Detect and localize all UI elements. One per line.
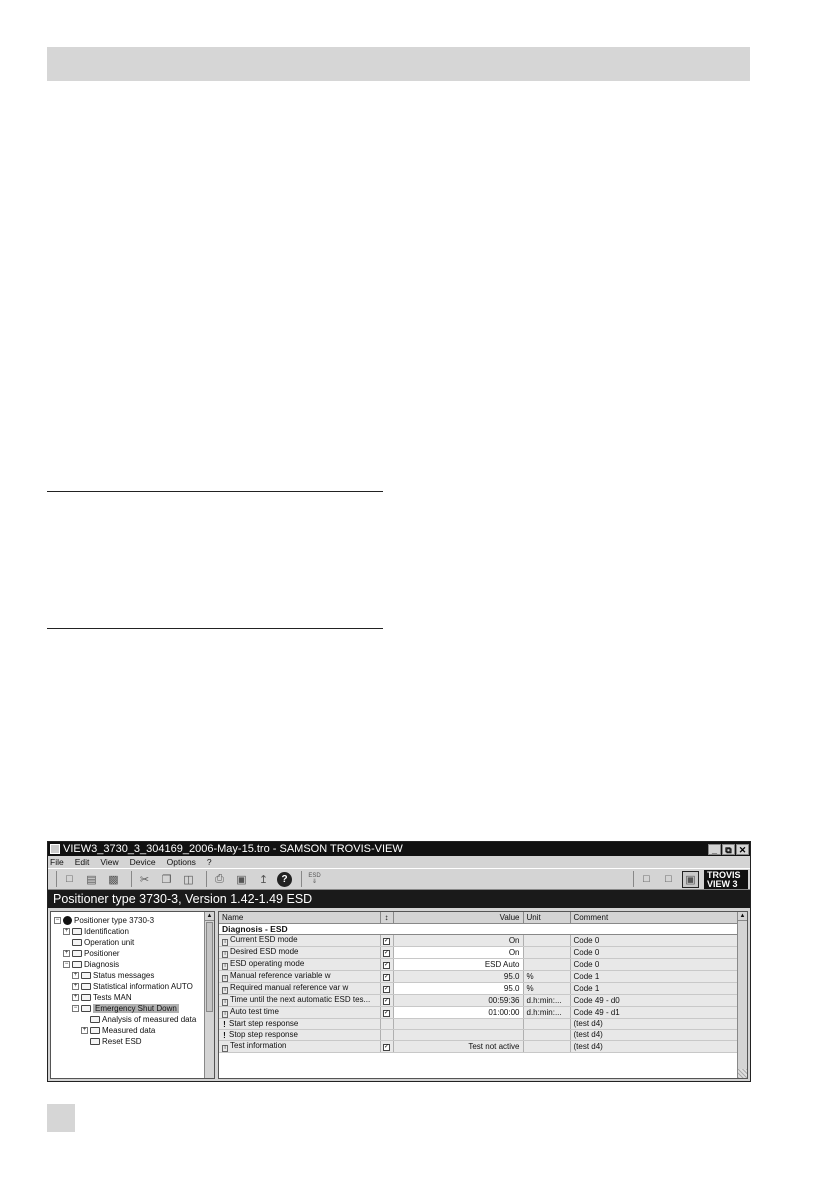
- tree-node-label: Measured data: [102, 1025, 156, 1035]
- tree-connector: [63, 939, 70, 946]
- table-row[interactable]: [219, 1018, 741, 1029]
- row-value[interactable]: ESD Auto: [393, 958, 523, 970]
- row-checkbox[interactable]: ✓: [384, 974, 390, 980]
- action-icon: !: [223, 1019, 226, 1029]
- column-header-comment[interactable]: Comment: [570, 912, 741, 923]
- tree-node-label: Positioner type 3730-3: [74, 915, 155, 925]
- trovis-view-logo: [704, 870, 748, 889]
- esd-label: ESD: [308, 873, 321, 879]
- row-check-cell: [380, 958, 393, 970]
- tree-node[interactable]: [81, 1014, 196, 1024]
- tree-node-label: Identification: [84, 926, 129, 936]
- row-check-cell: [380, 1018, 393, 1029]
- row-name-cell: [219, 1040, 380, 1052]
- cut-icon[interactable]: ✂: [139, 873, 150, 886]
- row-name: Current ESD mode: [230, 934, 298, 944]
- divider-bottom: [47, 628, 383, 629]
- tree-node[interactable]: [72, 970, 154, 980]
- table-row[interactable]: [219, 958, 741, 970]
- toolbar-separator: [131, 871, 132, 887]
- menu-options[interactable]: Options: [166, 857, 196, 867]
- row-name: Start step response: [229, 1018, 299, 1028]
- row-checkbox[interactable]: ✓: [384, 998, 390, 1004]
- tree-node[interactable]: [72, 1003, 179, 1013]
- toolbar-separator: [56, 871, 57, 887]
- tree-expander-icon[interactable]: −: [64, 960, 69, 967]
- row-unit: d.h:min:...: [523, 994, 570, 1006]
- tree-expander-icon[interactable]: +: [73, 982, 78, 989]
- menu-file[interactable]: File: [50, 857, 64, 867]
- scroll-up-arrow-icon[interactable]: ▲: [206, 913, 213, 919]
- row-value[interactable]: 01:00:00: [393, 1006, 523, 1018]
- row-comment: Code 1: [570, 982, 741, 994]
- tree-node[interactable]: [63, 948, 120, 958]
- row-name: Required manual reference var w: [230, 982, 349, 992]
- tree-node-label: Statistical information AUTO: [93, 981, 193, 991]
- row-comment: Code 0: [570, 934, 741, 946]
- row-value: [393, 1018, 523, 1029]
- folder-icon: [72, 928, 82, 935]
- parameter-icon: i: [222, 1011, 228, 1018]
- row-value: 95.0: [393, 970, 523, 982]
- app-window: [47, 841, 751, 1082]
- row-name: Stop step response: [229, 1029, 298, 1039]
- tree-expander-icon[interactable]: −: [55, 916, 60, 923]
- tree-expander-icon[interactable]: −: [73, 1004, 78, 1011]
- logo-line2: VIEW 3: [707, 878, 738, 889]
- column-header-value[interactable]: Value: [393, 912, 523, 923]
- row-check-cell: [380, 994, 393, 1006]
- table-row[interactable]: [219, 1029, 741, 1040]
- row-name: Auto test time: [230, 1006, 279, 1016]
- parameter-icon: i: [222, 999, 228, 1006]
- row-unit: [523, 1018, 570, 1029]
- row-unit: %: [523, 970, 570, 982]
- row-unit: [523, 1040, 570, 1052]
- tree-node-label: Analysis of measured data: [102, 1014, 197, 1024]
- row-checkbox[interactable]: ✓: [384, 1044, 390, 1050]
- tree-node-label: Reset ESD: [102, 1036, 142, 1046]
- menu-edit[interactable]: Edit: [74, 857, 90, 867]
- toolbar-separator: [633, 871, 634, 887]
- row-check-cell: [380, 1029, 393, 1040]
- action-icon: !: [223, 1030, 226, 1040]
- row-unit: [523, 1029, 570, 1040]
- copy-icon[interactable]: ❐: [161, 873, 172, 886]
- folder-icon: [72, 939, 82, 946]
- row-comment: Code 49 - d1: [570, 1006, 741, 1018]
- esd-icon[interactable]: ESD ⇓: [308, 873, 321, 885]
- row-name-cell: [219, 970, 380, 982]
- row-unit: %: [523, 982, 570, 994]
- table-row[interactable]: [219, 994, 741, 1006]
- toolbar-separator: [301, 871, 302, 887]
- folder-icon: [90, 1038, 100, 1045]
- row-checkbox[interactable]: ✓: [384, 1010, 390, 1016]
- parameter-icon: i: [222, 963, 228, 970]
- row-name: Test information: [230, 1040, 287, 1050]
- minimize-button[interactable]: _: [708, 844, 721, 855]
- row-unit: [523, 958, 570, 970]
- globe-icon: [63, 916, 72, 925]
- menu-bar: [48, 856, 750, 868]
- parameter-icon: i: [222, 975, 228, 982]
- row-name: Time until the next automatic ESD tes...: [230, 994, 371, 1004]
- tree-node[interactable]: [63, 959, 119, 969]
- tree-expander-icon[interactable]: +: [73, 971, 78, 978]
- folder-open-icon: [72, 961, 82, 968]
- table-row[interactable]: [219, 1040, 741, 1052]
- row-name: Desired ESD mode: [230, 946, 299, 956]
- scroll-thumb[interactable]: [206, 922, 213, 1012]
- row-name-cell: [219, 934, 380, 946]
- row-check-cell: [380, 934, 393, 946]
- column-header-sort[interactable]: ↕: [380, 912, 393, 923]
- row-name-cell: [219, 994, 380, 1006]
- tree-expander-icon[interactable]: +: [64, 949, 69, 956]
- print-icon[interactable]: ⎙: [215, 872, 224, 885]
- menu-view[interactable]: View: [100, 857, 119, 867]
- row-checkbox[interactable]: ✓: [384, 962, 390, 968]
- row-name: Manual reference variable w: [230, 970, 331, 980]
- row-value[interactable]: 95.0: [393, 982, 523, 994]
- section-title: Diagnosis - ESD: [219, 923, 741, 934]
- help-icon[interactable]: ?: [277, 872, 292, 887]
- row-comment: (test d4): [570, 1029, 741, 1040]
- tree-node-label: Operation unit: [84, 937, 135, 947]
- window-title: VIEW3_3730_3_304169_2006-May-15.tro - SAMSON TROVIS-VIEW: [63, 843, 403, 855]
- folder-icon: [72, 950, 82, 957]
- row-unit: [523, 934, 570, 946]
- divider-top: [47, 491, 383, 492]
- open-folder-icon[interactable]: ▤: [86, 873, 97, 886]
- menu-device[interactable]: Device: [129, 857, 156, 867]
- parameter-grid: [218, 911, 748, 1079]
- tree-node-label: Diagnosis: [84, 959, 120, 969]
- tree-node[interactable]: [72, 992, 132, 1002]
- column-header-unit[interactable]: Unit: [523, 912, 570, 923]
- row-check-cell: [380, 970, 393, 982]
- page-corner-box: [47, 1104, 75, 1132]
- folder-icon: [81, 994, 91, 1001]
- close-button[interactable]: ✕: [736, 844, 749, 855]
- online-device-icon[interactable]: ▣: [682, 871, 699, 888]
- tree-node[interactable]: [54, 915, 154, 925]
- row-checkbox[interactable]: ✓: [384, 986, 390, 992]
- parameter-icon: i: [222, 939, 228, 946]
- parameter-icon: i: [222, 987, 228, 994]
- tree-node-label: Positioner: [84, 948, 120, 958]
- row-unit: d.h:min:...: [523, 1006, 570, 1018]
- row-name-cell: [219, 946, 380, 958]
- row-value: Test not active: [393, 1040, 523, 1052]
- row-unit: [523, 946, 570, 958]
- grid-scrollbar[interactable]: [737, 912, 747, 1078]
- resize-grip: [738, 1069, 747, 1078]
- tree-connector: [81, 1038, 88, 1045]
- row-name-cell: [219, 1018, 380, 1029]
- table-row[interactable]: [219, 1006, 741, 1018]
- navigation-tree: [50, 911, 215, 1079]
- download-device-icon[interactable]: □: [643, 873, 650, 885]
- row-comment: Code 1: [570, 970, 741, 982]
- table-row[interactable]: [219, 982, 741, 994]
- row-name-cell: [219, 982, 380, 994]
- tree-scrollbar[interactable]: [204, 912, 214, 1078]
- print-preview-icon[interactable]: ▣: [236, 873, 247, 886]
- row-value: [393, 1029, 523, 1040]
- tree-node[interactable]: [63, 937, 134, 947]
- folder-icon: [81, 972, 91, 979]
- device-info-bar: Positioner type 3730-3, Version 1.42-1.49 ESD: [48, 890, 750, 908]
- table-header-row: [219, 912, 741, 923]
- parameter-table: [219, 912, 742, 1053]
- section-row: [219, 923, 741, 934]
- tree-expander-icon[interactable]: +: [82, 1026, 87, 1033]
- row-check-cell: [380, 946, 393, 958]
- tree-node[interactable]: [72, 981, 193, 991]
- tree-connector: [81, 1016, 88, 1023]
- tree-node-label: Emergency Shut Down: [95, 1003, 177, 1013]
- row-name-cell: [219, 1006, 380, 1018]
- page-header-bar: [47, 47, 750, 81]
- tree-expander-icon[interactable]: +: [64, 927, 69, 934]
- tree-node-label: Tests MAN: [93, 992, 132, 1002]
- menu-help[interactable]: ?: [206, 857, 212, 867]
- toolbar-separator: [206, 871, 207, 887]
- folder-open-icon: [81, 1005, 91, 1012]
- folder-icon: [90, 1027, 100, 1034]
- row-value: On: [393, 934, 523, 946]
- parameter-icon: i: [222, 951, 228, 958]
- row-comment: Code 0: [570, 958, 741, 970]
- tree-expander-icon[interactable]: +: [73, 993, 78, 1000]
- logo-line1: TROVIS: [707, 869, 741, 880]
- row-comment: (test d4): [570, 1040, 741, 1052]
- restore-button[interactable]: ⧉: [722, 844, 735, 855]
- row-value: 00:59:36: [393, 994, 523, 1006]
- tree-node[interactable]: [63, 926, 129, 936]
- row-checkbox[interactable]: ✓: [384, 938, 390, 944]
- save-icon[interactable]: ▩: [108, 873, 119, 886]
- row-comment: Code 49 - d0: [570, 994, 741, 1006]
- row-value[interactable]: On: [393, 946, 523, 958]
- table-row[interactable]: [219, 970, 741, 982]
- parameter-icon: i: [222, 1045, 228, 1052]
- app-icon: [50, 844, 60, 854]
- row-checkbox[interactable]: ✓: [384, 950, 390, 956]
- toolbar: [48, 868, 750, 890]
- folder-icon: [81, 983, 91, 990]
- new-file-icon[interactable]: □: [66, 873, 73, 885]
- tree-node[interactable]: [81, 1036, 142, 1046]
- content-area: [48, 909, 750, 1081]
- paste-icon[interactable]: ◫: [183, 873, 194, 886]
- tree-node[interactable]: [81, 1025, 155, 1035]
- tree-node-label: Status messages: [93, 970, 155, 980]
- row-check-cell: [380, 1040, 393, 1052]
- upload-icon[interactable]: ↥: [258, 873, 269, 886]
- table-row[interactable]: [219, 946, 741, 958]
- row-name-cell: [219, 958, 380, 970]
- title-bar: [48, 842, 750, 856]
- folder-icon: [90, 1016, 100, 1023]
- upload-device-icon[interactable]: □: [665, 873, 672, 885]
- row-comment: Code 0: [570, 946, 741, 958]
- row-check-cell: [380, 1006, 393, 1018]
- row-check-cell: [380, 982, 393, 994]
- row-name-cell: [219, 1029, 380, 1040]
- column-header-name[interactable]: Name: [219, 912, 380, 923]
- scroll-up-arrow-icon[interactable]: ▲: [739, 913, 746, 919]
- row-name: ESD operating mode: [230, 958, 305, 968]
- row-comment: (test d4): [570, 1018, 741, 1029]
- table-row[interactable]: [219, 934, 741, 946]
